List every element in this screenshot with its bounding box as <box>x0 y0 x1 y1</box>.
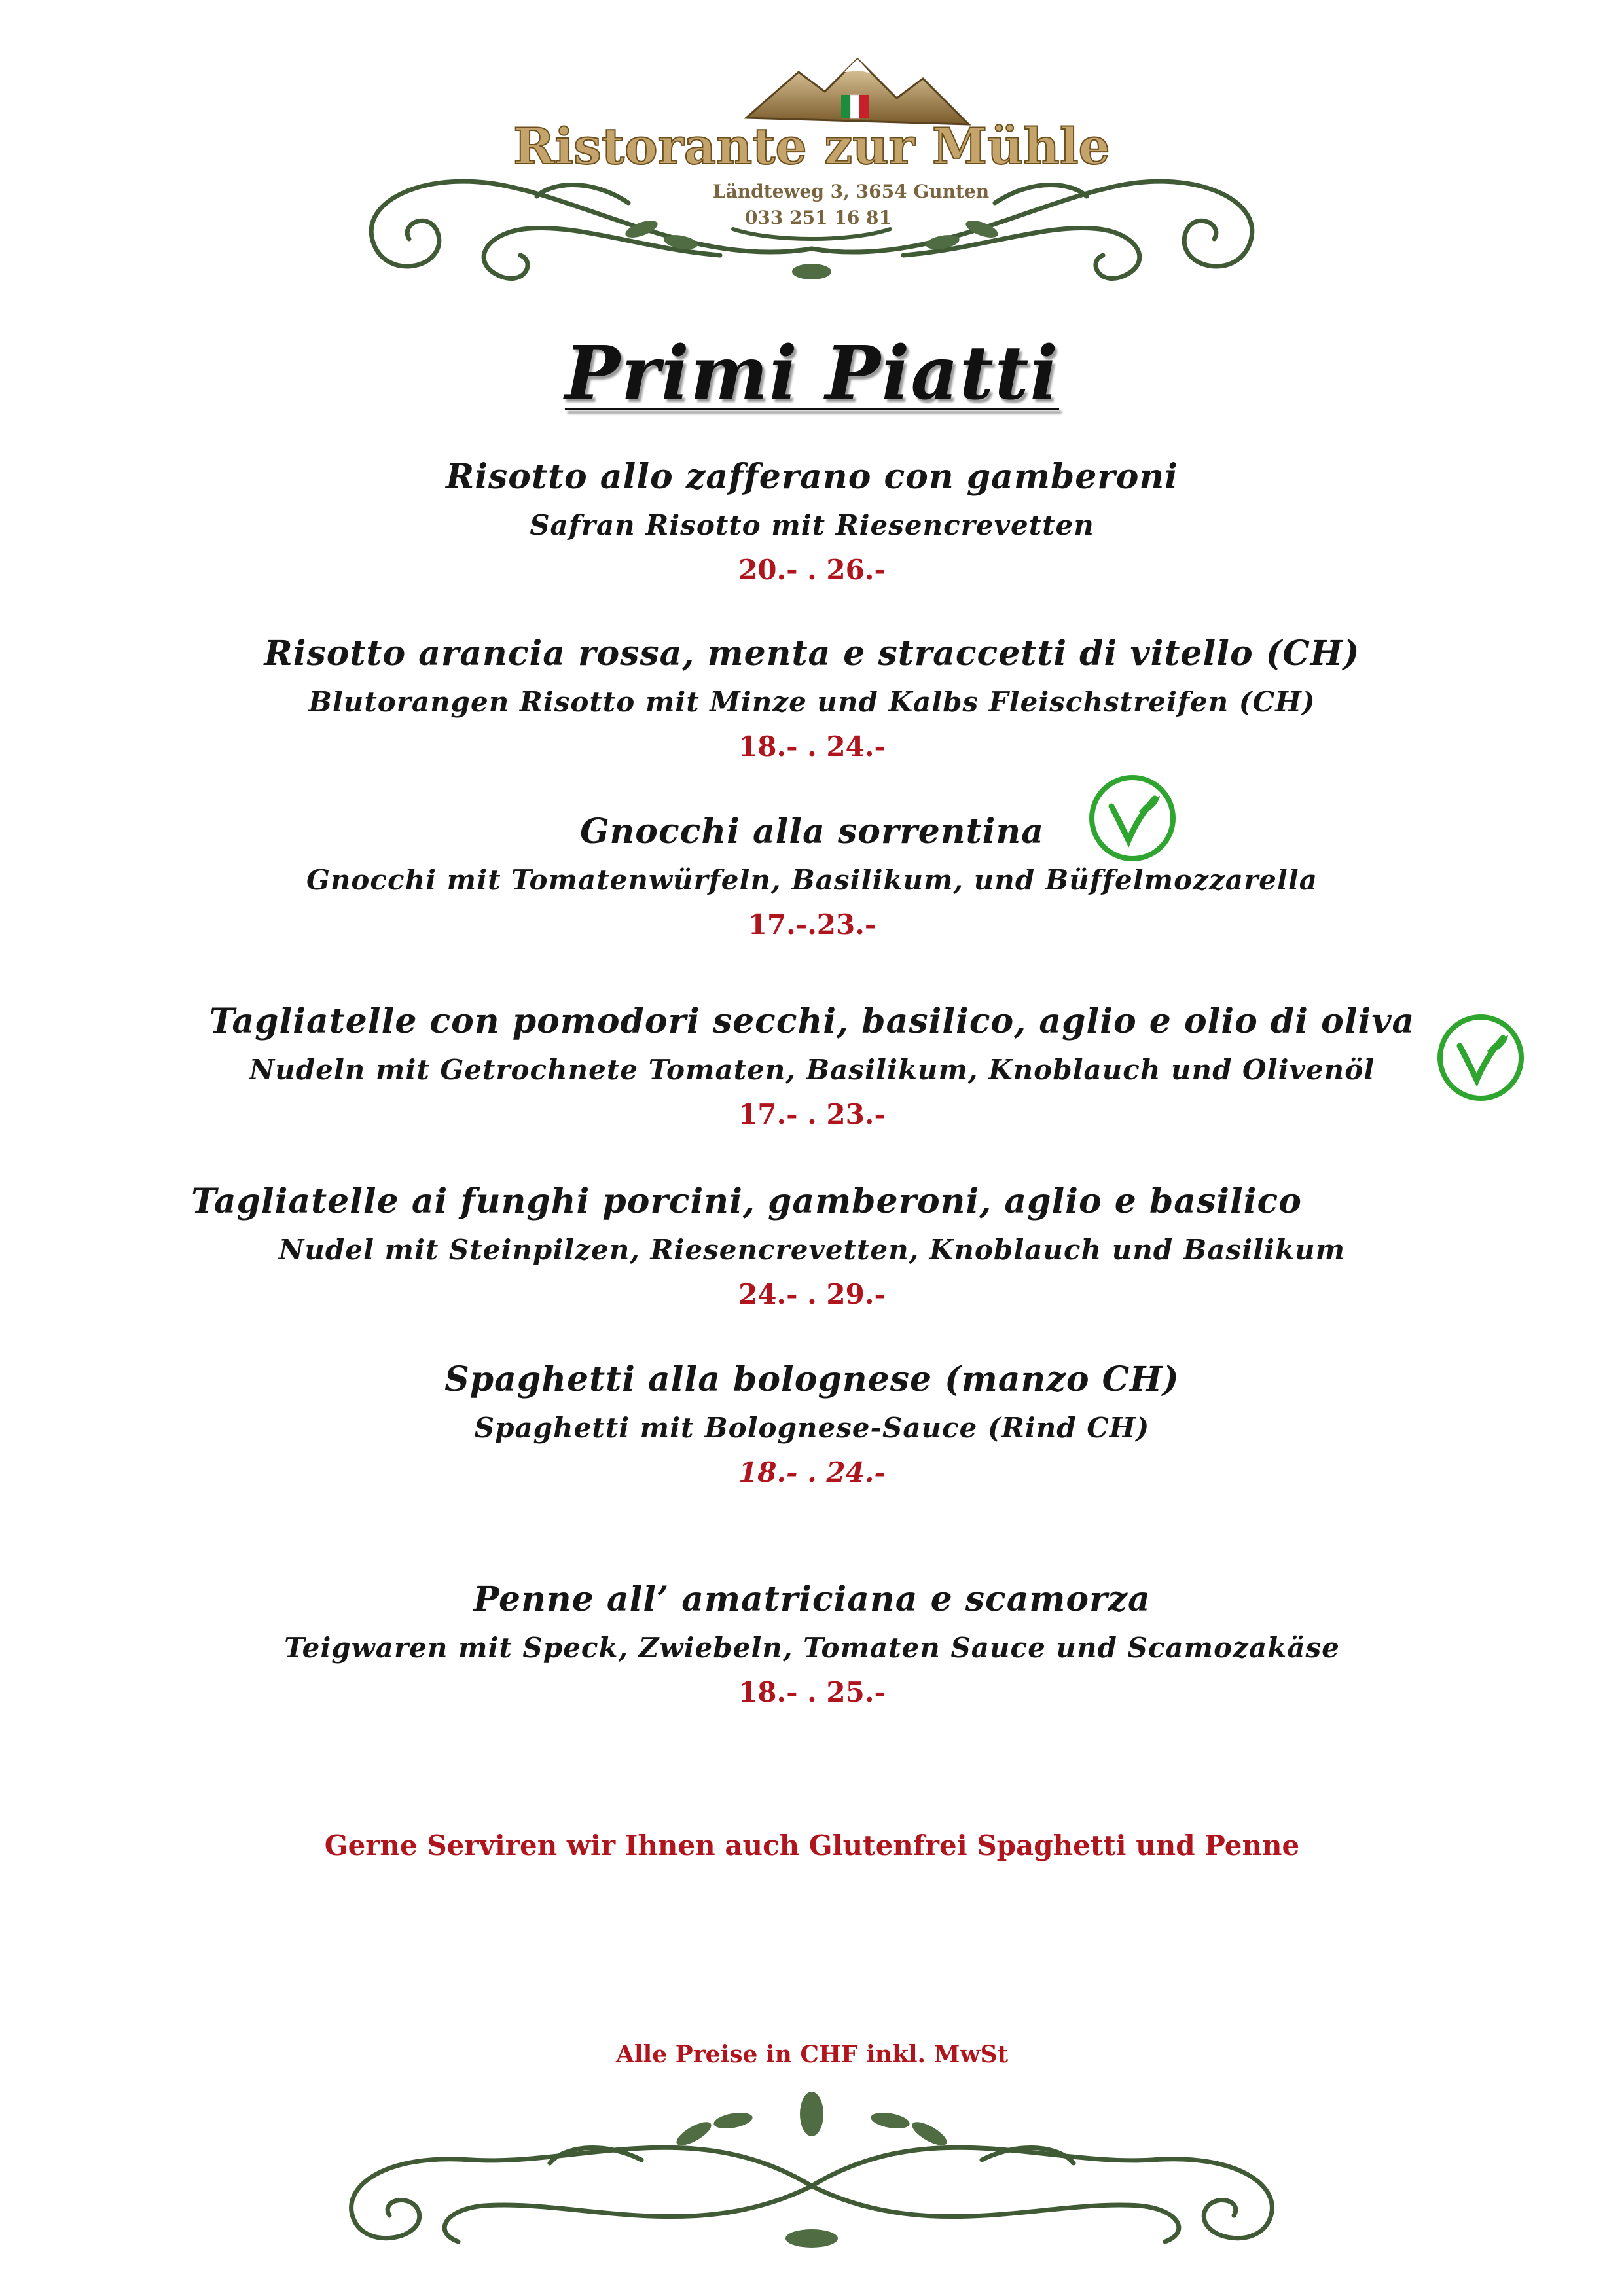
dish-description: Spaghetti mit Bolognese-Sauce (Rind CH) <box>474 1412 1150 1444</box>
dish-description: Nudeln mit Getrochnete Tomaten, Basilikum, Knoblauch und Olivenöl <box>249 1054 1375 1086</box>
dish-description: Teigwaren mit Speck, Zwiebeln, Tomaten Sauce und Scamozakäse <box>284 1632 1340 1664</box>
footer-scroll-ornament-icon <box>236 2088 1388 2258</box>
dish-description: Nudel mit Steinpilzen, Riesencrevetten, Knoblauch und Basilikum <box>278 1234 1346 1266</box>
dish-price: 17.- . 23.- <box>738 1098 886 1130</box>
restaurant-name: Ristorante zur Mühle <box>513 117 1110 175</box>
dish-description: Blutorangen Risotto mit Minze und Kalbs Fleischstreifen (CH) <box>308 686 1316 718</box>
dish-name: Risotto allo zafferano con gamberoni <box>446 457 1178 497</box>
restaurant-logo <box>275 33 1348 321</box>
dish-price: 18.- . 24.- <box>738 1456 886 1488</box>
dish-name: Risotto arancia rossa, menta e straccetti di vitello (CH) <box>264 634 1360 673</box>
dish-description: Safran Risotto mit Riesencrevetten <box>530 509 1094 541</box>
restaurant-address: Ländteweg 3, 3654 Gunten <box>712 181 990 202</box>
dish-name: Spaghetti alla bolognese (manzo CH) <box>444 1359 1180 1399</box>
section-title: Primi Piatti <box>564 331 1060 416</box>
gluten-free-note: Gerne Serviren wir Ihnen auch Glutenfrei Spaghetti und Penne <box>324 1829 1300 1861</box>
dish-price: 18.- . 25.- <box>738 1676 886 1708</box>
vegetarian-v-icon <box>1435 1012 1526 1103</box>
dish-price: 18.- . 24.- <box>738 730 886 762</box>
dish-name: Tagliatelle con pomodori secchi, basilico, aglio e olio di oliva <box>209 1001 1415 1041</box>
dish-price: 20.- . 26.- <box>738 554 886 586</box>
dish-price: 17.-.23.- <box>748 908 876 941</box>
price-note: Alle Preise in CHF inkl. MwSt <box>615 2041 1009 2068</box>
header-scroll-ornament-icon <box>275 33 1348 321</box>
dish-name: Gnocchi alla sorrentina <box>580 812 1044 852</box>
restaurant-phone: 033 251 16 81 <box>744 207 892 228</box>
italian-flag-icon <box>841 95 869 118</box>
vegetarian-v-icon <box>1087 772 1178 864</box>
dish-price: 24.- . 29.- <box>738 1278 886 1310</box>
dish-name: Penne all’ amatriciana e scamorza <box>473 1579 1151 1619</box>
dish-description: Gnocchi mit Tomatenwürfeln, Basilikum, und Büffelmozzarella <box>306 864 1318 896</box>
dish-name: Tagliatelle ai funghi porcini, gamberoni, aglio e basilico <box>191 1181 1302 1221</box>
